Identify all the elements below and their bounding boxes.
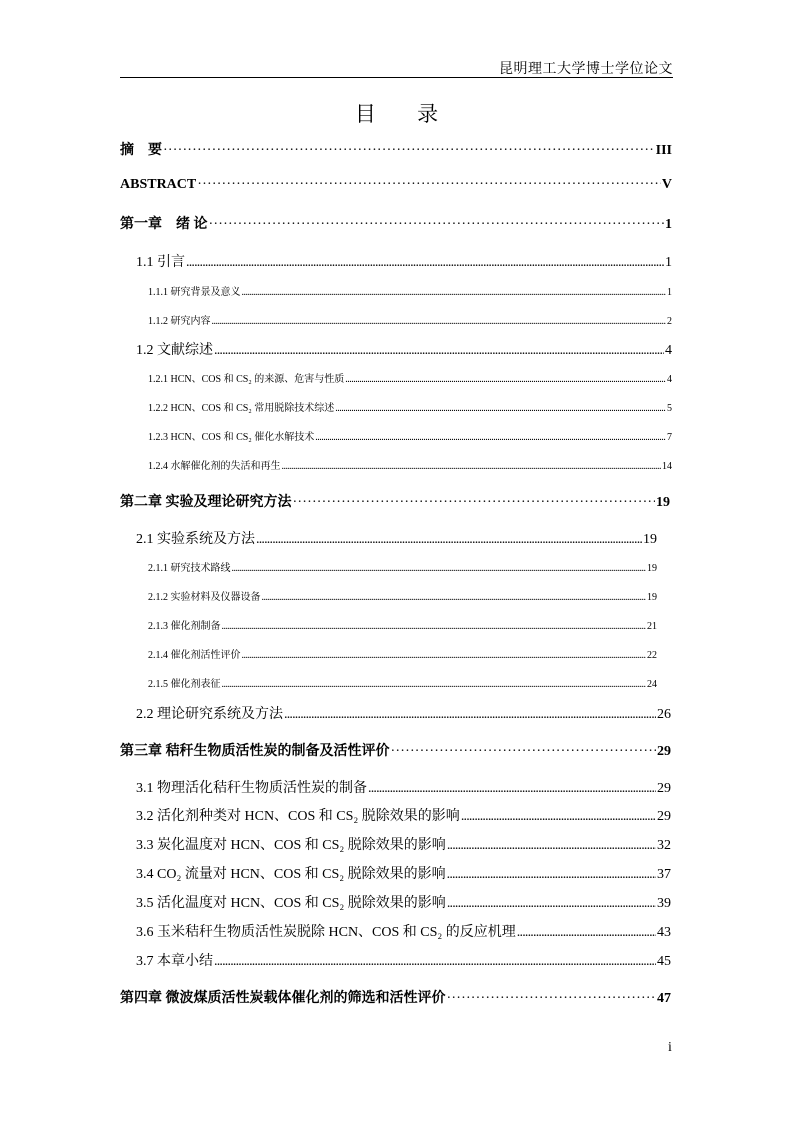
toc-entry-page: 1 xyxy=(667,287,672,298)
toc-entry-subsection-2-1-2[interactable] xyxy=(148,588,657,603)
dot-leader xyxy=(262,592,647,603)
toc-entry-section-2-1[interactable] xyxy=(136,528,657,548)
toc-entry-subsection-1-1-1[interactable] xyxy=(148,283,672,298)
toc-entry-page: V xyxy=(661,177,672,192)
toc-entry-label: 3.4 CO₂ 流量对 HCN、COS 和 CS₂ 脱除效果的影响 xyxy=(136,867,446,882)
dot-leader xyxy=(197,177,661,193)
dot-leader xyxy=(163,143,655,159)
toc-entry-section-3-4[interactable] xyxy=(136,863,671,883)
toc-entry-subsection-2-1-4[interactable] xyxy=(148,646,657,661)
toc-entry-label: 摘 要 xyxy=(120,143,162,158)
toc-entry-label: 1.2.3 HCN、COS 和 CS₂ 催化水解技术 xyxy=(148,432,315,443)
toc-entry-page: III xyxy=(655,143,672,158)
toc-entry-chapter-2[interactable] xyxy=(120,491,670,511)
toc-entry-label: 2.2 理论研究系统及方法 xyxy=(136,707,283,722)
toc-entry-chapter-4[interactable] xyxy=(120,987,671,1007)
dot-leader xyxy=(209,217,665,233)
toc-entry-page: 4 xyxy=(667,374,672,385)
dot-leader xyxy=(517,925,656,941)
toc-entry-label: 第一章 绪 论 xyxy=(120,217,208,232)
toc-entry-page: 19 xyxy=(643,532,657,547)
dot-leader xyxy=(214,954,656,970)
toc-entry-section-3-1[interactable] xyxy=(136,777,671,797)
dot-leader xyxy=(335,403,666,414)
toc-entry-label: 1.2 文献综述 xyxy=(136,343,213,358)
toc-entry-label: 1.2.1 HCN、COS 和 CS₂ 的来源、危害与性质 xyxy=(148,374,345,385)
toc-entry-page: 29 xyxy=(657,744,671,759)
dot-leader xyxy=(293,495,656,511)
toc-entry-subsection-1-2-3[interactable] xyxy=(148,428,672,443)
dot-leader xyxy=(282,461,662,472)
header-rule xyxy=(120,77,673,78)
dot-leader xyxy=(447,896,656,912)
toc-entry-section-3-3[interactable] xyxy=(136,834,671,854)
toc-entry-section-3-7[interactable] xyxy=(136,950,671,970)
dot-leader xyxy=(222,679,647,690)
toc-entry-label: 2.1.3 催化剂制备 xyxy=(148,621,221,632)
toc-entry-page: 29 xyxy=(657,781,671,796)
toc-entry-section-1-1[interactable] xyxy=(136,251,672,271)
toc-entry-page: 19 xyxy=(647,563,657,574)
toc-entry-subsection-2-1-1[interactable] xyxy=(148,559,657,574)
toc-entry-page: 1 xyxy=(665,217,672,232)
dot-leader xyxy=(222,621,647,632)
running-header: 昆明理工大学博士学位论文 xyxy=(499,62,673,77)
toc-entry-label: 1.1 引言 xyxy=(136,255,185,270)
toc-entry-section-2-2[interactable] xyxy=(136,703,671,723)
toc-entry-subsection-1-1-2[interactable] xyxy=(148,312,672,327)
toc-entry-label: 2.1.1 研究技术路线 xyxy=(148,563,231,574)
dot-leader xyxy=(461,809,656,825)
toc-entry-label: 第二章 实验及理论研究方法 xyxy=(120,495,292,510)
dot-leader xyxy=(186,255,664,271)
toc-entry-page: 29 xyxy=(657,809,671,824)
toc-entry-page: 5 xyxy=(667,403,672,414)
toc-entry-chapter-1[interactable] xyxy=(120,213,672,233)
dot-leader xyxy=(391,744,657,760)
toc-entry-label: 1.2.4 水解催化剂的失活和再生 xyxy=(148,461,281,472)
toc-entry-page: 26 xyxy=(657,707,671,722)
toc-entry-page: 21 xyxy=(647,621,657,632)
toc-entry-page: 2 xyxy=(667,316,672,327)
toc-entry-label: 3.5 活化温度对 HCN、COS 和 CS₂ 脱除效果的影响 xyxy=(136,896,446,911)
toc-entry-abstract-en[interactable] xyxy=(120,177,672,193)
toc-entry-page: 22 xyxy=(647,650,657,661)
toc-entry-label: 3.6 玉米秸秆生物质活性炭脱除 HCN、COS 和 CS₂ 的反应机理 xyxy=(136,925,516,940)
toc-entry-label: 2.1 实验系统及方法 xyxy=(136,532,255,547)
toc-entry-page: 32 xyxy=(657,838,671,853)
toc-entry-subsection-2-1-3[interactable] xyxy=(148,617,657,632)
dot-leader xyxy=(232,563,647,574)
toc-entry-label: 2.1.4 催化剂活性评价 xyxy=(148,650,241,661)
toc-entry-page: 19 xyxy=(656,495,670,510)
toc-entry-subsection-1-2-2[interactable] xyxy=(148,399,672,414)
toc-entry-abstract-cn[interactable] xyxy=(120,139,672,159)
toc-entry-section-3-6[interactable] xyxy=(136,921,671,941)
page-number: i xyxy=(668,1040,672,1055)
toc-entry-label: 1.1.2 研究内容 xyxy=(148,316,211,327)
dot-leader xyxy=(242,650,647,661)
toc-entry-subsection-1-2-4[interactable] xyxy=(148,457,672,472)
dot-leader xyxy=(242,287,667,298)
toc-entry-label: ABSTRACT xyxy=(120,177,197,192)
toc-entry-label: 2.1.5 催化剂表征 xyxy=(148,679,221,690)
dot-leader xyxy=(256,532,642,548)
toc-entry-label: 3.7 本章小结 xyxy=(136,954,213,969)
toc-entry-page: 19 xyxy=(647,592,657,603)
toc-entry-chapter-3[interactable] xyxy=(120,740,671,760)
toc-title: 目 录 xyxy=(354,102,457,126)
toc-entry-subsection-1-2-1[interactable] xyxy=(148,370,672,385)
toc-entry-label: 2.1.2 实验材料及仪器设备 xyxy=(148,592,261,603)
dot-leader xyxy=(447,991,657,1007)
toc-entry-label: 3.3 炭化温度对 HCN、COS 和 CS₂ 脱除效果的影响 xyxy=(136,838,446,853)
dot-leader xyxy=(447,867,656,883)
toc-entry-page: 47 xyxy=(657,991,671,1006)
toc-entry-section-3-2[interactable] xyxy=(136,805,671,825)
toc-entry-page: 39 xyxy=(657,896,671,911)
toc-entry-label: 第三章 秸秆生物质活性炭的制备及活性评价 xyxy=(120,744,390,759)
toc-entry-page: 14 xyxy=(662,461,672,472)
toc-entry-page: 37 xyxy=(657,867,671,882)
toc-entry-page: 1 xyxy=(665,255,672,270)
toc-entry-page: 7 xyxy=(667,432,672,443)
toc-entry-page: 24 xyxy=(647,679,657,690)
toc-entry-section-3-5[interactable] xyxy=(136,892,671,912)
toc-entry-label: 3.2 活化剂种类对 HCN、COS 和 CS₂ 脱除效果的影响 xyxy=(136,809,460,824)
dot-leader xyxy=(447,838,656,854)
toc-entry-label: 1.2.2 HCN、COS 和 CS₂ 常用脱除技术综述 xyxy=(148,403,335,414)
toc-entry-section-1-2[interactable] xyxy=(136,339,672,359)
toc-entry-page: 43 xyxy=(657,925,671,940)
toc-entry-page: 45 xyxy=(657,954,671,969)
toc-entry-page: 4 xyxy=(665,343,672,358)
toc-entry-label: 3.1 物理活化秸秆生物质活性炭的制备 xyxy=(136,781,367,796)
dot-leader xyxy=(284,707,656,723)
toc-entry-subsection-2-1-5[interactable] xyxy=(148,675,657,690)
dot-leader xyxy=(214,343,664,359)
toc-entry-label: 1.1.1 研究背景及意义 xyxy=(148,287,241,298)
dot-leader xyxy=(212,316,667,327)
toc-entry-label: 第四章 微波煤质活性炭载体催化剂的筛选和活性评价 xyxy=(120,991,446,1006)
dot-leader xyxy=(315,432,666,443)
dot-leader xyxy=(368,781,656,797)
dot-leader xyxy=(345,374,666,385)
